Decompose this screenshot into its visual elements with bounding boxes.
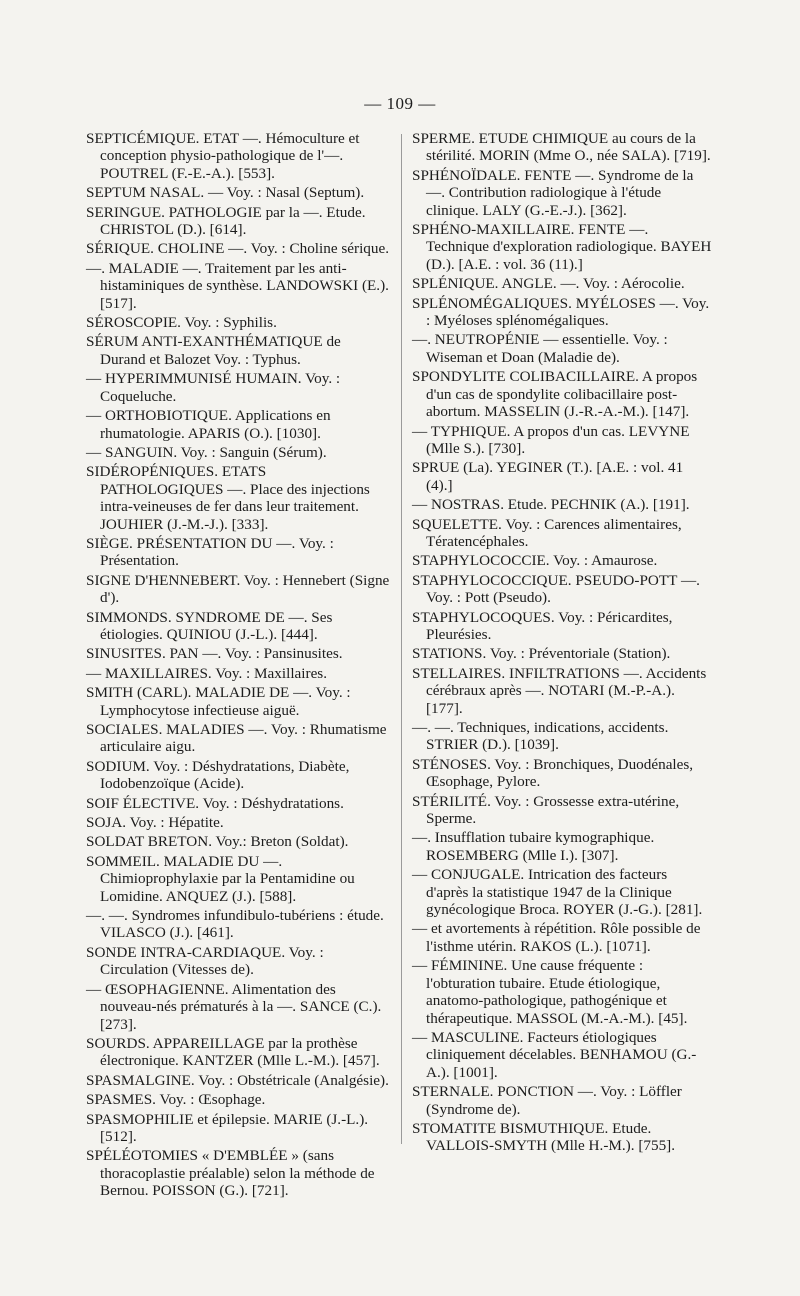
index-entry: SODIUM. Voy. : Déshydratations, Diabète, Iodobenzoïque (Acide). bbox=[86, 757, 350, 793]
index-entry: SOIF ÉLECTIVE. Voy. : Déshydratations. bbox=[86, 794, 344, 812]
index-entry: SPLÉNIQUE. ANGLE. —. Voy. : Aérocolie. bbox=[412, 275, 685, 293]
index-entry: — ORTHOBIOTIQUE. Applications en rhumatologie. APARIS (O.). [1030]. bbox=[86, 407, 331, 442]
index-entry: STÉNOSES. Voy. : Bronchiques, Duodénales, Œsophage, Pylore. bbox=[412, 755, 694, 791]
index-entry: STOMATITE BISMUTHIQUE. Etude. VALLOIS-SMYTH (Mlle H.-M.). [755]. bbox=[412, 1119, 676, 1155]
index-entry: — FÉMININE. Une cause fréquente : l'obturation tubaire. Etude étiologique, anatomo-pathologique, pathogénique et thérapeutique. MASSOL (M.-A.-M.). [45]. bbox=[412, 957, 688, 1027]
index-entry: SPLÉNOMÉGALIQUES. MYÉLOSES —. Voy. : Myéloses splénomégaliques. bbox=[412, 294, 710, 330]
index-entry: — SANGUIN. Voy. : Sanguin (Sérum). bbox=[86, 443, 327, 461]
index-entry: SOCIALES. MALADIES —. Voy. : Rhumatisme articulaire aigu. bbox=[86, 721, 387, 756]
index-entry: STAPHYLOCOQUES. Voy. : Péricardites, Pleurésies. bbox=[412, 608, 673, 643]
column-divider bbox=[401, 134, 402, 1144]
index-entry: SERINGUE. PATHOLOGIE par la —. Etude. CHRISTOL (D.). [614]. bbox=[86, 203, 366, 239]
page-number: — 109 — bbox=[364, 94, 436, 113]
index-entry: SINUSITES. PAN —. Voy. : Pansinusites. bbox=[86, 645, 343, 663]
right-column bbox=[412, 130, 712, 1157]
index-entry: SOMMEIL. MALADIE DU —. Chimioprophylaxie par la Pentamidine ou Lomidine. ANQUEZ (J.). [588]. bbox=[86, 852, 355, 905]
index-entry: SQUELETTE. Voy. : Carences alimentaires, Tératencéphales. bbox=[412, 515, 682, 550]
index-entry: — MAXILLAIRES. Voy. : Maxillaires. bbox=[86, 664, 328, 682]
index-entry: — TYPHIQUE. A propos d'un cas. LEVYNE (Mlle S.). [730]. bbox=[412, 422, 690, 457]
index-entry: STAPHYLOCOCCIE. Voy. : Amaurose. bbox=[412, 552, 658, 570]
left-column bbox=[86, 130, 390, 1202]
index-entry: SOJA. Voy. : Hépatite. bbox=[86, 814, 224, 832]
index-entry: SOURDS. APPAREILLAGE par la prothèse électronique. KANTZER (Mlle L.-M.). [457]. bbox=[86, 1034, 380, 1070]
index-entry: SPÉLÉOTOMIES « D'EMBLÉE » (sans thoracoplastie préalable) selon la méthode de Bernou. POISSON (G.). [721]. bbox=[86, 1147, 375, 1200]
index-entry: SIMMONDS. SYNDROME DE —. Ses étiologies. QUINIOU (J.-L.). [444]. bbox=[86, 608, 333, 643]
index-entry: SEPTICÉMIQUE. ETAT —. Hémoculture et conception physio-pathologique de l'—. POUTREL (F.-E.-A.). [553]. bbox=[86, 130, 360, 182]
index-entry: — HYPERIMMUNISÉ HUMAIN. Voy. : Coqueluche. bbox=[86, 370, 341, 405]
index-entry: SPASMOPHILIE et épilepsie. MARIE (J.-L.). [512]. bbox=[86, 1110, 369, 1145]
index-entry: — ŒSOPHAGIENNE. Alimentation des nouveau-nés prématurés à la —. SANCE (C.). [273]. bbox=[86, 980, 382, 1033]
index-entry: SIGNE D'HENNEBERT. Voy. : Hennebert (Signe d'). bbox=[86, 571, 390, 607]
index-entry: SÉROSCOPIE. Voy. : Syphilis. bbox=[86, 314, 277, 332]
index-entry: — NOSTRAS. Etude. PECHNIK (A.). [191]. bbox=[412, 496, 690, 514]
index-entry: — MASCULINE. Facteurs étiologiques cliniquement décelables. BENHAMOU (G.-A.). [1001]. bbox=[412, 1028, 697, 1081]
index-entry: SPERME. ETUDE CHIMIQUE au cours de la stérilité. MORIN (Mme O., née SALA). [719]. bbox=[412, 130, 711, 165]
index-entry: SIÈGE. PRÉSENTATION DU —. Voy. : Présentation. bbox=[86, 534, 334, 570]
index-entry: STÉRILITÉ. Voy. : Grossesse extra-utérine, Sperme. bbox=[412, 792, 680, 828]
index-entry: SPHÉNOÏDALE. FENTE —. Syndrome de la —. Contribution radiologique à l'étude clinique. LALY (G.-E.-J.). [362]. bbox=[412, 166, 694, 219]
index-entry: —. —. Syndromes infundibulo-tubériens : étude. VILASCO (J.). [461]. bbox=[86, 907, 384, 942]
index-entry: —. Insufflation tubaire kymographique. ROSEMBERG (Mlle I.). [307]. bbox=[412, 829, 655, 864]
index-entry: SOLDAT BRETON. Voy.: Breton (Soldat). bbox=[86, 833, 349, 851]
index-entry: SONDE INTRA-CARDIAQUE. Voy. : Circulation (Vitesses de). bbox=[86, 943, 324, 979]
index-entry: STATIONS. Voy. : Préventoriale (Station). bbox=[412, 645, 671, 663]
index-entry: STELLAIRES. INFILTRATIONS —. Accidents cérébraux après —. NOTARI (M.-P.-A.). [177]. bbox=[412, 664, 707, 717]
index-entry: SEPTUM NASAL. — Voy. : Nasal (Septum). bbox=[86, 184, 365, 202]
index-entry: — CONJUGALE. Intrication des facteurs d'après la statistique 1947 de la Clinique gynécologique Broca. ROYER (J.-G.). [281]. bbox=[412, 866, 703, 919]
index-entry: —. NEUTROPÉNIE — essentielle. Voy. : Wiseman et Doan (Maladie de). bbox=[412, 331, 668, 366]
index-entry: STERNALE. PONCTION —. Voy. : Löffler (Syndrome de). bbox=[412, 1083, 682, 1118]
index-entry: SPASMALGINE. Voy. : Obstétricale (Analgésie). bbox=[86, 1071, 389, 1089]
index-entry: SÉRUM ANTI-EXANTHÉMATIQUE de Durand et Balozet Voy. : Typhus. bbox=[86, 333, 341, 368]
index-entry: —. MALADIE —. Traitement par les anti-histaminiques de synthèse. LANDOWSKI (E.). [517]. bbox=[86, 259, 389, 312]
index-entry: SMITH (CARL). MALADIE DE —. Voy. : Lymphocytose infectieuse aiguë. bbox=[86, 684, 351, 719]
index-entry: STAPHYLOCOCCIQUE. PSEUDO-POTT —. Voy. : Pott (Pseudo). bbox=[412, 571, 700, 607]
index-entry: — et avortements à répétition. Rôle possible de l'isthme utérin. RAKOS (L.). [1071]. bbox=[412, 920, 701, 955]
index-entry: SPRUE (La). YEGINER (T.). [A.E. : vol. 41 (4).] bbox=[412, 459, 684, 494]
index-entry: SPHÉNO-MAXILLAIRE. FENTE —. Technique d'exploration radiologique. BAYEH (D.). [A.E. : vol. 36 (11).] bbox=[412, 221, 712, 273]
index-entry: SPASMES. Voy. : Œsophage. bbox=[86, 1091, 266, 1109]
index-entry: —. —. Techniques, indications, accidents. STRIER (D.). [1039]. bbox=[412, 719, 669, 754]
index-entry: SIDÉROPÉNIQUES. ETATS PATHOLOGIQUES —. Place des injections intra-veineuses de fer dans leur traitement. JOUHIER (J.-M.-J.). [333]. bbox=[86, 463, 370, 533]
index-entry: SÉRIQUE. CHOLINE —. Voy. : Choline sérique. bbox=[86, 240, 390, 258]
index-entry: SPONDYLITE COLIBACILLAIRE. A propos d'un cas de spondylite colibacillaire post-abortum. MASSELIN (J.-R.-A.-M.). [147]. bbox=[412, 368, 698, 421]
